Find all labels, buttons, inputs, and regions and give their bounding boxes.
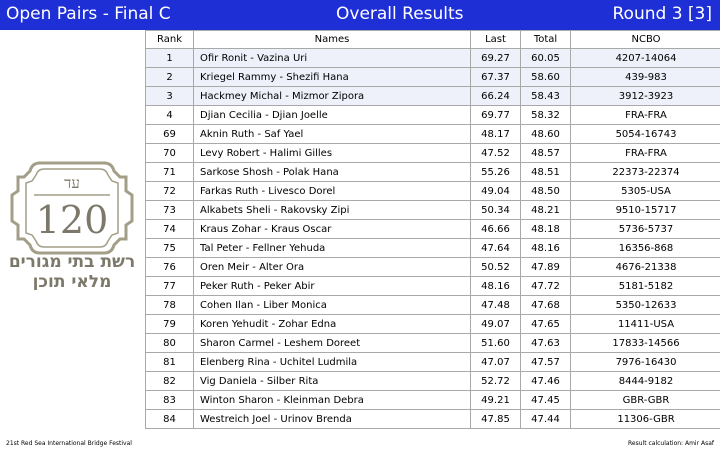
cell-rank: 83 bbox=[146, 391, 194, 410]
cell-total: 47.46 bbox=[521, 372, 571, 391]
cell-total: 48.21 bbox=[521, 201, 571, 220]
cell-last: 51.60 bbox=[471, 334, 521, 353]
table-row bbox=[146, 87, 720, 106]
cell-total: 47.45 bbox=[521, 391, 571, 410]
cell-names: Farkas Ruth - Livesco Dorel bbox=[194, 182, 471, 201]
title-bar bbox=[0, 0, 720, 30]
cell-total: 48.57 bbox=[521, 144, 571, 163]
cell-ncbo: 3912-3923 bbox=[571, 87, 720, 106]
cell-ncbo: 17833-14566 bbox=[571, 334, 720, 353]
cell-names: Tal Peter - Fellner Yehuda bbox=[194, 239, 471, 258]
cell-last: 69.27 bbox=[471, 49, 521, 68]
event-title: Open Pairs - Final C bbox=[6, 4, 171, 24]
cell-names: Cohen Ilan - Liber Monica bbox=[194, 296, 471, 315]
logo-graphic bbox=[0, 155, 145, 290]
cell-total: 48.51 bbox=[521, 163, 571, 182]
cell-ncbo: 4676-21338 bbox=[571, 258, 720, 277]
cell-names: Elenberg Rina - Uchitel Ludmila bbox=[194, 353, 471, 372]
footer-event-name: 21st Red Sea International Bridge Festival bbox=[6, 440, 132, 447]
cell-rank: 79 bbox=[146, 315, 194, 334]
table-row bbox=[146, 239, 720, 258]
cell-total: 48.18 bbox=[521, 220, 571, 239]
cell-rank: 81 bbox=[146, 353, 194, 372]
cell-names: Kriegel Rammy - Shezifi Hana bbox=[194, 68, 471, 87]
cell-rank: 71 bbox=[146, 163, 194, 182]
cell-last: 47.52 bbox=[471, 144, 521, 163]
cell-total: 47.68 bbox=[521, 296, 571, 315]
table-row bbox=[146, 277, 720, 296]
cell-total: 47.57 bbox=[521, 353, 571, 372]
cell-rank: 77 bbox=[146, 277, 194, 296]
cell-total: 48.16 bbox=[521, 239, 571, 258]
table-row bbox=[146, 258, 720, 277]
cell-rank: 4 bbox=[146, 106, 194, 125]
table-row bbox=[146, 391, 720, 410]
cell-last: 47.64 bbox=[471, 239, 521, 258]
cell-total: 48.50 bbox=[521, 182, 571, 201]
cell-ncbo: FRA-FRA bbox=[571, 144, 720, 163]
cell-rank: 80 bbox=[146, 334, 194, 353]
cell-ncbo: 11411-USA bbox=[571, 315, 720, 334]
cell-ncbo: 439-983 bbox=[571, 68, 720, 87]
cell-total: 47.89 bbox=[521, 258, 571, 277]
cell-rank: 2 bbox=[146, 68, 194, 87]
cell-last: 69.77 bbox=[471, 106, 521, 125]
cell-ncbo: 5736-5737 bbox=[571, 220, 720, 239]
cell-total: 60.05 bbox=[521, 49, 571, 68]
cell-total: 47.63 bbox=[521, 334, 571, 353]
results-table bbox=[145, 30, 720, 429]
cell-names: Ofir Ronit - Vazina Uri bbox=[194, 49, 471, 68]
logo-number: 120 bbox=[35, 198, 109, 242]
cell-total: 47.65 bbox=[521, 315, 571, 334]
table-row bbox=[146, 201, 720, 220]
cell-rank: 3 bbox=[146, 87, 194, 106]
logo-top-text: עד bbox=[64, 174, 80, 192]
cell-last: 50.34 bbox=[471, 201, 521, 220]
cell-ncbo: 4207-14064 bbox=[571, 49, 720, 68]
cell-rank: 70 bbox=[146, 144, 194, 163]
cell-rank: 74 bbox=[146, 220, 194, 239]
page-title: Overall Results bbox=[336, 4, 464, 24]
cell-names: Vig Daniela - Silber Rita bbox=[194, 372, 471, 391]
cell-rank: 69 bbox=[146, 125, 194, 144]
column-header-rank: Rank bbox=[146, 31, 194, 49]
table-row bbox=[146, 182, 720, 201]
cell-total: 47.44 bbox=[521, 410, 571, 429]
table-row bbox=[146, 334, 720, 353]
table-row bbox=[146, 125, 720, 144]
cell-names: Kraus Zohar - Kraus Oscar bbox=[194, 220, 471, 239]
cell-total: 58.60 bbox=[521, 68, 571, 87]
cell-last: 47.07 bbox=[471, 353, 521, 372]
cell-last: 46.66 bbox=[471, 220, 521, 239]
cell-rank: 78 bbox=[146, 296, 194, 315]
cell-total: 48.60 bbox=[521, 125, 571, 144]
cell-ncbo: GBR-GBR bbox=[571, 391, 720, 410]
cell-names: Sharon Carmel - Leshem Doreet bbox=[194, 334, 471, 353]
logo-line-2: מלאי תוכן bbox=[32, 272, 112, 290]
cell-ncbo: 5305-USA bbox=[571, 182, 720, 201]
cell-ncbo: 5054-16743 bbox=[571, 125, 720, 144]
cell-names: Oren Meir - Alter Ora bbox=[194, 258, 471, 277]
logo-line-1: רשת בתי מגורים bbox=[8, 252, 136, 272]
cell-rank: 1 bbox=[146, 49, 194, 68]
cell-last: 66.24 bbox=[471, 87, 521, 106]
table-row bbox=[146, 410, 720, 429]
table-header-row bbox=[146, 31, 720, 49]
cell-last: 48.17 bbox=[471, 125, 521, 144]
cell-ncbo: 5181-5182 bbox=[571, 277, 720, 296]
cell-total: 58.43 bbox=[521, 87, 571, 106]
cell-last: 49.07 bbox=[471, 315, 521, 334]
cell-last: 47.85 bbox=[471, 410, 521, 429]
table-row bbox=[146, 163, 720, 182]
cell-last: 47.48 bbox=[471, 296, 521, 315]
table-row bbox=[146, 144, 720, 163]
cell-total: 47.72 bbox=[521, 277, 571, 296]
cell-last: 52.72 bbox=[471, 372, 521, 391]
table-row bbox=[146, 296, 720, 315]
cell-last: 50.52 bbox=[471, 258, 521, 277]
cell-rank: 82 bbox=[146, 372, 194, 391]
column-header-names: Names bbox=[194, 31, 471, 49]
cell-ncbo: 11306-GBR bbox=[571, 410, 720, 429]
cell-rank: 73 bbox=[146, 201, 194, 220]
table-row bbox=[146, 315, 720, 334]
cell-last: 49.21 bbox=[471, 391, 521, 410]
column-header-ncbo: NCBO bbox=[571, 31, 720, 49]
cell-last: 67.37 bbox=[471, 68, 521, 87]
column-header-total: Total bbox=[521, 31, 571, 49]
cell-rank: 84 bbox=[146, 410, 194, 429]
cell-names: Djian Cecilia - Djian Joelle bbox=[194, 106, 471, 125]
table-row bbox=[146, 68, 720, 87]
cell-names: Koren Yehudit - Zohar Edna bbox=[194, 315, 471, 334]
cell-rank: 76 bbox=[146, 258, 194, 277]
cell-names: Peker Ruth - Peker Abir bbox=[194, 277, 471, 296]
cell-names: Winton Sharon - Kleinman Debra bbox=[194, 391, 471, 410]
table-row bbox=[146, 106, 720, 125]
cell-rank: 72 bbox=[146, 182, 194, 201]
round-indicator: Round 3 [3] bbox=[612, 4, 712, 24]
cell-total: 58.32 bbox=[521, 106, 571, 125]
cell-names: Levy Robert - Halimi Gilles bbox=[194, 144, 471, 163]
cell-names: Hackmey Michal - Mizmor Zipora bbox=[194, 87, 471, 106]
cell-last: 48.16 bbox=[471, 277, 521, 296]
footer-credit: Result calculation: Amir Asaf bbox=[628, 440, 714, 447]
table-row bbox=[146, 372, 720, 391]
cell-ncbo: FRA-FRA bbox=[571, 106, 720, 125]
cell-ncbo: 7976-16430 bbox=[571, 353, 720, 372]
cell-ncbo: 5350-12633 bbox=[571, 296, 720, 315]
cell-rank: 75 bbox=[146, 239, 194, 258]
table-row bbox=[146, 220, 720, 239]
cell-ncbo: 22373-22374 bbox=[571, 163, 720, 182]
cell-ncbo: 8444-9182 bbox=[571, 372, 720, 391]
cell-ncbo: 9510-15717 bbox=[571, 201, 720, 220]
cell-last: 49.04 bbox=[471, 182, 521, 201]
column-header-last: Last bbox=[471, 31, 521, 49]
cell-names: Westreich Joel - Urinov Brenda bbox=[194, 410, 471, 429]
cell-ncbo: 16356-868 bbox=[571, 239, 720, 258]
sponsor-logo bbox=[0, 155, 145, 290]
cell-names: Alkabets Sheli - Rakovsky Zipi bbox=[194, 201, 471, 220]
cell-names: Aknin Ruth - Saf Yael bbox=[194, 125, 471, 144]
cell-names: Sarkose Shosh - Polak Hana bbox=[194, 163, 471, 182]
table-row bbox=[146, 49, 720, 68]
table-row bbox=[146, 353, 720, 372]
cell-last: 55.26 bbox=[471, 163, 521, 182]
